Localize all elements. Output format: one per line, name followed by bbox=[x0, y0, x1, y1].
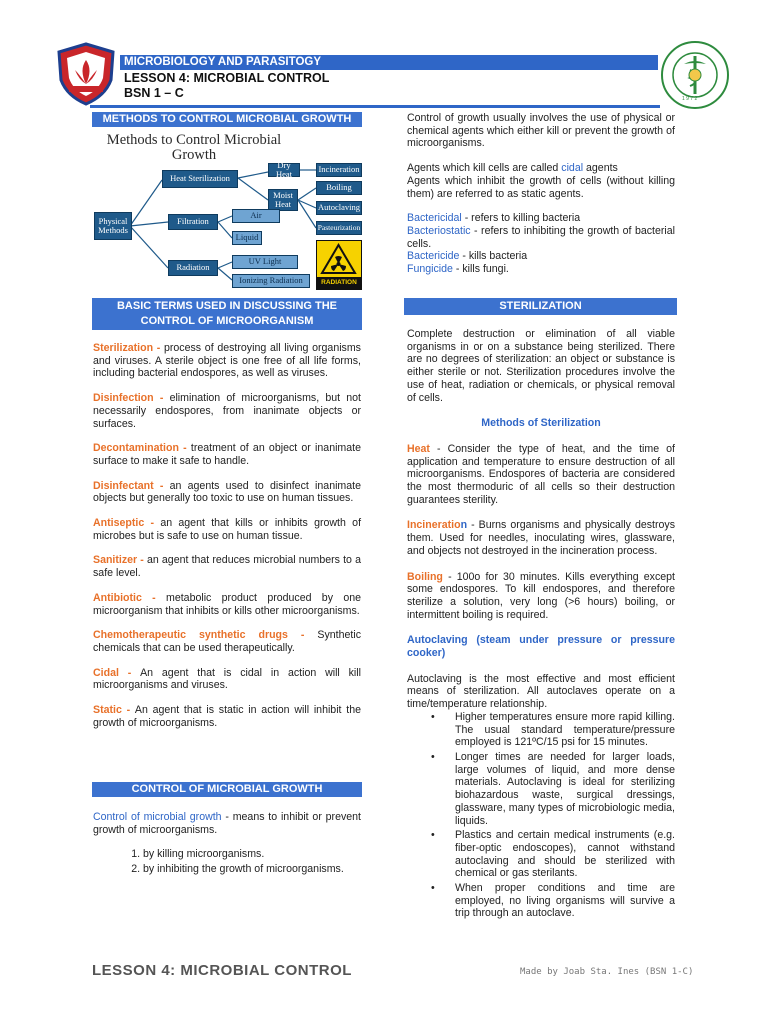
term-sanitizer: Sanitizer - an agent that reduces microbial numbers to a safe level. bbox=[93, 554, 361, 580]
control-header: CONTROL OF MICROBIAL GROWTH bbox=[92, 782, 362, 797]
control-list bbox=[93, 848, 361, 875]
term-chemotherapeutic: Chemotherapeutic synthetic drugs - Synthetic chemicals that can be used therapeutically. bbox=[93, 629, 361, 654]
terms-list bbox=[93, 342, 361, 729]
term-disinfection: Disinfection - elimination of microorganisms, but not necessarily endospores, from inanimate objects or surfaces. bbox=[93, 392, 361, 430]
list-item: 2. by inhibiting the growth of microorganisms. bbox=[143, 863, 361, 876]
list-item: • Higher temperatures ensure more rapid killing. The usual standard temperature/pressure employed is 121ºC/15 psi for 15 minutes. bbox=[455, 711, 675, 749]
term-antiseptic: Antiseptic - an agent that kills or inhibits growth of microbes but is safe to use on human tissue. bbox=[93, 517, 362, 542]
diagram-node-autoclaving: Autoclaving bbox=[316, 201, 362, 215]
methods-of-sterilization-title: Methods of Sterilization bbox=[481, 417, 601, 430]
diagram-node-filtration: Filtration bbox=[168, 214, 218, 230]
diagram-node-boiling: Boiling bbox=[316, 181, 362, 195]
sterilization-header: STERILIZATION bbox=[404, 298, 677, 315]
diagram-node-physical: Physical Methods bbox=[94, 212, 132, 240]
method-heat: Heat - Consider the type of heat, and the time of application and temperature to ensure destruction of all microorganisms. Endospores of bacteria are considered the most thermoduric of all cells so their destruction guarantees sterility. bbox=[407, 442, 675, 506]
header-rule bbox=[90, 105, 660, 108]
static-line: Agents which inhibit the growth of cells (without killing them) are referred to as static agents. bbox=[407, 174, 675, 200]
methods-header: METHODS TO CONTROL MICROBIAL GROWTH bbox=[92, 112, 362, 127]
section-label: BSN 1 – C bbox=[124, 86, 184, 100]
method-boiling: Boiling - 100o for 30 minutes. Kills everything except some endospores. To kill endospores, and therefore sterilize a solution, very long (>6 hours) boiling, or intermittent boiling is required. bbox=[407, 570, 675, 621]
def-bactericide: Bactericide - kills bacteria bbox=[407, 250, 528, 263]
control-section bbox=[93, 811, 361, 878]
def-fungicide: Fungicide - kills fungi. bbox=[407, 263, 509, 276]
list-item: 1. by killing microorganisms. bbox=[143, 848, 361, 861]
diagram-node-air: Air bbox=[232, 209, 280, 223]
term-cidal: Cidal - An agent that is cidal in action will kill microorganisms and viruses. bbox=[93, 666, 361, 692]
seal-year: 1 9 7 2 bbox=[682, 96, 698, 102]
diagram-node-heat: Heat Sterilization bbox=[162, 170, 238, 188]
method-incineration: Incineration - Burns organisms and physically destroys them. Used for needles, inoculating wires, glassware, and objects not destroyed in the incineration process. bbox=[407, 519, 675, 557]
methods-diagram bbox=[92, 130, 362, 292]
term-sterilization: Sterilization - process of destroying all living organisms and viruses. A sterile object is one free of all life forms, including bacterial endospores, as well as viruses. bbox=[93, 342, 361, 380]
radiation-icon bbox=[317, 241, 360, 277]
diagram-node-pasteurization: Pasteurization bbox=[316, 221, 362, 235]
list-item: • When proper conditions and time are employed, no living organisms will survive a trip through an autoclave. bbox=[455, 882, 675, 920]
def-bactericidal: Bactericidal - refers to killing bacteria bbox=[407, 212, 581, 225]
footer-credit: Made by Joab Sta. Ines (BSN 1-C) bbox=[520, 967, 694, 977]
diagram-node-moist-heat: Moist Heat bbox=[268, 189, 298, 211]
diagram-node-dry-heat: Dry Heat bbox=[268, 163, 300, 177]
autoclaving-bullets bbox=[407, 711, 675, 920]
intro-text: Control of growth usually involves the use of physical or chemical agents which either kill or prevent the growth of microorganisms. bbox=[407, 112, 675, 150]
control-definition: Control of microbial growth - means to inhibit or prevent growth of microorganisms. bbox=[93, 811, 361, 836]
diagram-node-ionizing: Ionizing Radiation bbox=[232, 274, 310, 288]
diagram-node-uv: UV Light bbox=[232, 255, 298, 269]
list-item: • Plastics and certain medical instruments (e.g. fiber-optic endoscopes), cannot withstand autoclaving and should be sterilized with chemical or gas sterilants. bbox=[455, 829, 675, 880]
sterilization-text: Complete destruction or elimination of all viable organisms in or on a substance being sterilized. There are no degrees of sterilization: an object or substance is either sterile or not. Sterilization procedures involve the use of heat, radiation or chemicals, or physical removal of cells. bbox=[407, 328, 675, 404]
school-seal-right bbox=[660, 40, 730, 110]
def-bacteriostatic: Bacteriostatic - refers to inhibiting the growth of bacterial cells. bbox=[407, 224, 675, 250]
school-logo-left bbox=[55, 42, 117, 106]
autoclaving-text: Autoclaving is the most effective and most efficient means of sterilization. All autoclaves operate on a time/temperature relationship. bbox=[407, 672, 675, 711]
term-decontamination: Decontamination - treatment of an object or inanimate surface to make it safe to handle. bbox=[93, 442, 361, 467]
radiation-sign-label: RADIATION bbox=[317, 277, 361, 289]
subject-bar: MICROBIOLOGY AND PARASITOGY bbox=[120, 55, 658, 70]
lesson-title: LESSON 4: MICROBIAL CONTROL bbox=[124, 71, 330, 85]
radiation-sign bbox=[316, 240, 362, 290]
diagram-node-liquid: Liquid bbox=[232, 231, 262, 245]
diagram-node-incineration: Incineration bbox=[316, 163, 362, 177]
diagram-node-radiation: Radiation bbox=[168, 260, 218, 276]
sterilization-section bbox=[407, 328, 675, 922]
list-item: • Longer times are needed for larger loads, large volumes of liquid, and more dense materials. Autoclaving is ideal for sterilizing biohazardous waste, surgical dressings, glassware, many types of microbiologic media, liquids. bbox=[455, 751, 675, 827]
terms-header: BASIC TERMS USED IN DISCUSSING THE CONTROL OF MICROORGANISM bbox=[92, 298, 362, 330]
footer-title: LESSON 4: MICROBIAL CONTROL bbox=[92, 962, 352, 979]
term-disinfectant: Disinfectant - an agents used to disinfect inanimate objects but generally too toxic to use on human tissues. bbox=[93, 479, 361, 505]
term-antibiotic: Antibiotic - metabolic product produced by one microorganism that inhibits or kills other microorganisms. bbox=[93, 591, 361, 617]
diagram-title: Methods to Control Microbial Growth bbox=[106, 132, 282, 164]
term-static: Static - An agent that is static in action will inhibit the growth of microorganisms. bbox=[93, 704, 361, 729]
right-intro bbox=[407, 112, 675, 276]
cidal-line: Agents which kill cells are called cidal agents bbox=[407, 162, 618, 175]
autoclaving-title: Autoclaving (steam under pressure or pressure cooker) bbox=[407, 634, 675, 660]
